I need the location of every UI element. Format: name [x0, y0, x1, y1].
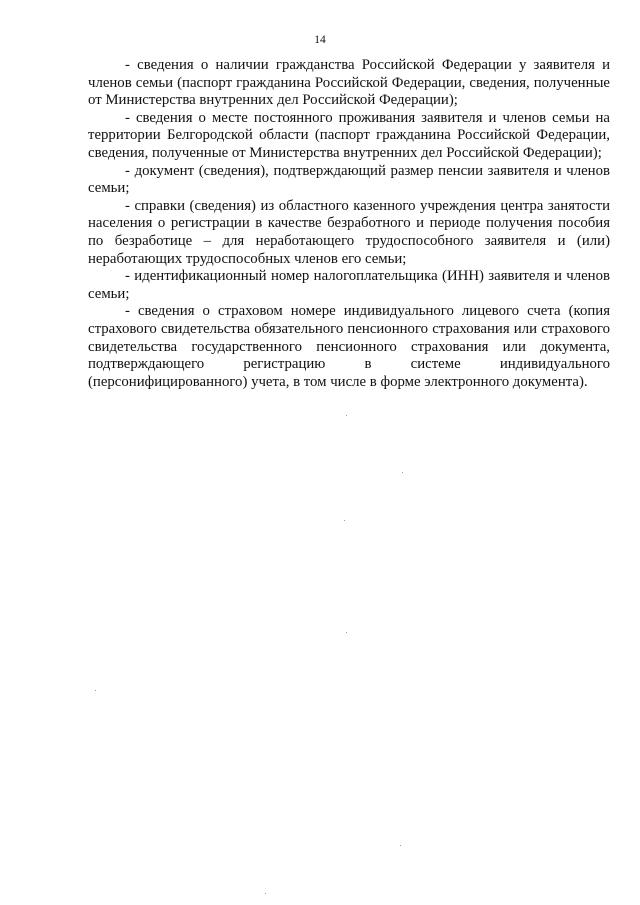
scan-speck [95, 690, 96, 691]
scan-speck [344, 520, 345, 521]
scan-speck [400, 845, 401, 846]
document-body [88, 57, 610, 391]
paragraph-pension: - документ (сведения), подтверждающий размер пенсии заявителя и членов семьи; [88, 162, 610, 197]
paragraph-residence: - сведения о месте постоянного проживания заявителя и членов семьи на территории Белгородской области (паспорт гражданина Российской Федерации, сведения, полученные от Министерства внутренних дел Российской Федерации); [88, 109, 610, 161]
page-number: 14 [314, 34, 326, 46]
paragraph-citizenship: - сведения о наличии гражданства Российской Федерации у заявителя и членов семьи (паспорт гражданина Российской Федерации, сведения, полученные от Министерства внутренних дел Российской Федерации); [88, 57, 610, 109]
paragraph-inn: - идентификационный номер налогоплательщика (ИНН) заявителя и членов семьи; [88, 268, 610, 302]
paragraph-snils: - сведения о страховом номере индивидуального лицевого счета (копия страхового свидетельства обязательного пенсионного страхования или страхового свидетельства государственного пенсионного страхования или документа, подтверждающего регистрацию в системе индивидуального (персонифицированного) учета, в том числе в форме электронного документа). [88, 303, 610, 390]
scan-speck [265, 893, 266, 894]
paragraph-employment-certificates: - справки (сведения) из областного казенного учреждения центра занятости населения о регистрации в качестве безработного и периоде получения пособия по безработице – для неработающего трудоспособного заявителя и (или) неработающих трудоспособных членов его семьи; [88, 197, 610, 267]
scan-speck [346, 632, 347, 633]
scan-speck [402, 472, 403, 473]
scan-speck [346, 415, 347, 416]
